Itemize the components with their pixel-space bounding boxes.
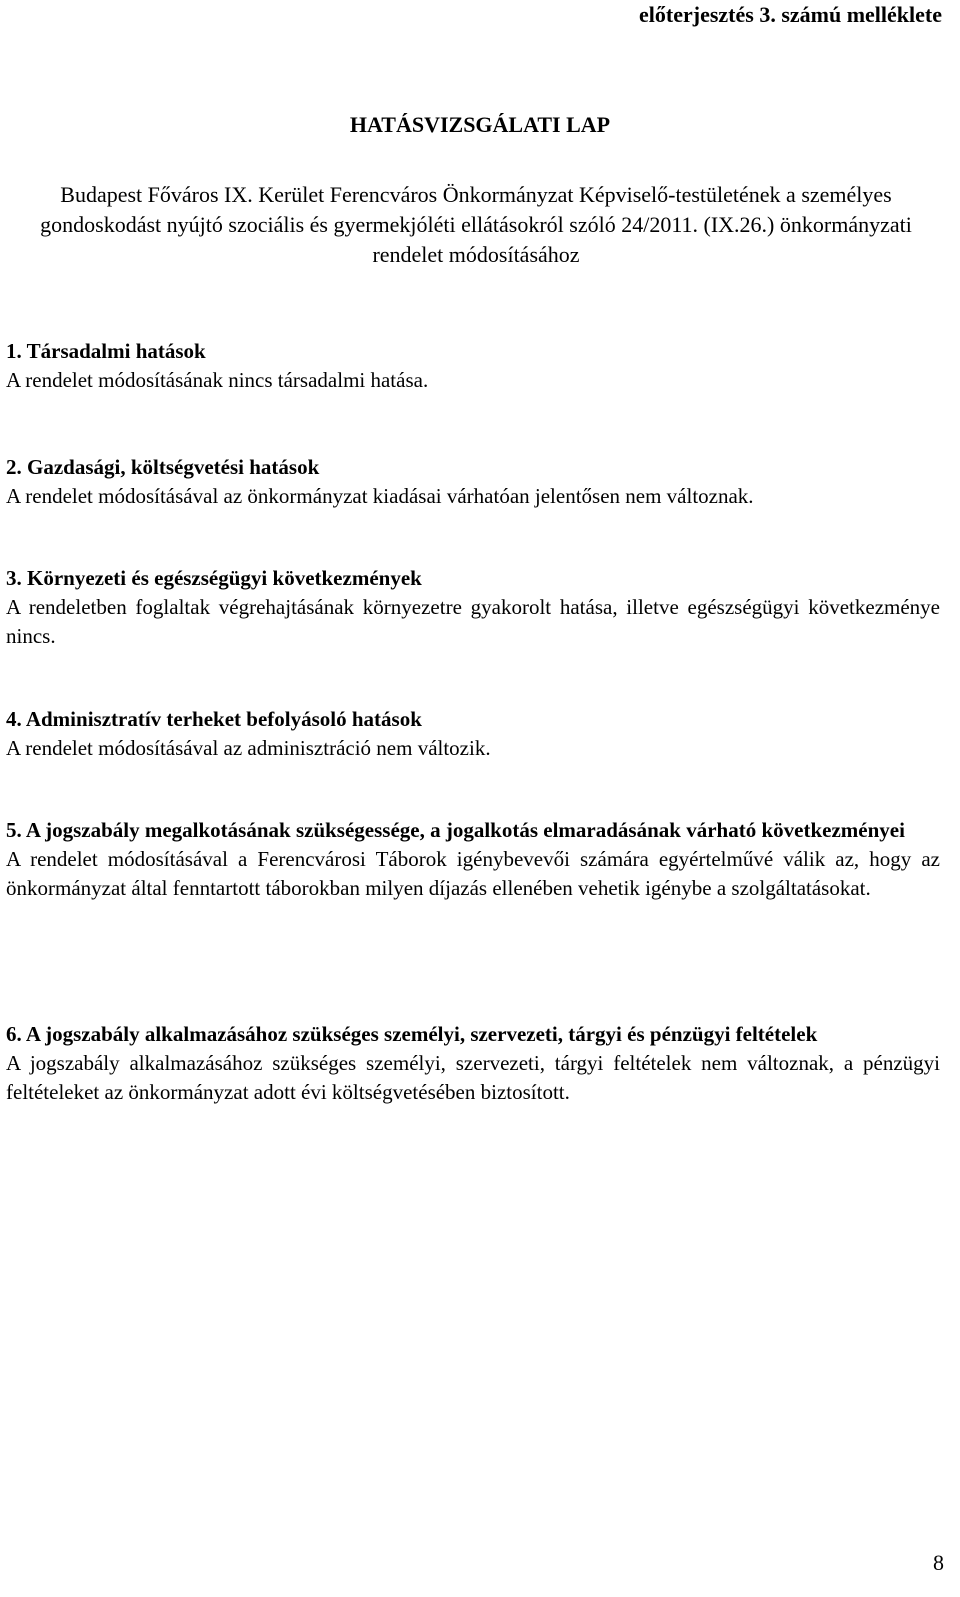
- section-heading: 5. A jogszabály megalkotásának szükségessége, a jogalkotás elmaradásának várható következményei: [6, 818, 905, 842]
- annex-label: előterjesztés 3. számú melléklete: [639, 2, 942, 27]
- section-environmental-health: [6, 564, 940, 651]
- section-heading: 3. Környezeti és egészségügyi következmények: [6, 566, 422, 590]
- section-necessity: [6, 816, 940, 903]
- section-economic-impacts: [6, 453, 940, 511]
- section-body: A jogszabály alkalmazásához szükséges személyi, szervezeti, tárgyi feltételek nem változnak, a pénzügyi feltételeket az önkormányzat adott évi költségvetésében biztosított.: [6, 1051, 940, 1104]
- section-application-conditions: [6, 1020, 940, 1107]
- page-number: 8: [933, 1550, 944, 1575]
- section-body: A rendelet módosításának nincs társadalmi hatása.: [6, 368, 429, 392]
- document-subject: Budapest Főváros IX. Kerület Ferencváros Önkormányzat Képviselő-testületének a személyes gondoskodást nyújtó szociális és gyermekjóléti ellátásokról szóló 24/2011. (IX.26.) önkormányzati rendelet módosításához: [40, 182, 912, 267]
- section-body: A rendelet módosításával az önkormányzat kiadásai várhatóan jelentősen nem változnak.: [6, 484, 754, 508]
- section-body: A rendeletben foglaltak végrehajtásának környezetre gyakorolt hatása, illetve egészségügyi következménye nincs.: [6, 595, 940, 648]
- section-body: A rendelet módosításával az adminisztráció nem változik.: [6, 736, 491, 760]
- section-administrative-burden: [6, 705, 940, 763]
- section-heading: 6. A jogszabály alkalmazásához szükséges személyi, szervezeti, tárgyi és pénzügyi feltételek: [6, 1022, 818, 1046]
- section-heading: 4. Adminisztratív terheket befolyásoló hatások: [6, 707, 422, 731]
- section-body: A rendelet módosításával a Ferencvárosi Táborok igénybevevői számára egyértelművé válik az, hogy az önkormányzat által fenntartott táborokban milyen díjazás ellenében vehetik igénybe a szolgáltatásokat.: [6, 847, 940, 900]
- document-title: HATÁSVIZSGÁLATI LAP: [349, 112, 611, 137]
- section-heading: 2. Gazdasági, költségvetési hatások: [6, 455, 320, 479]
- section-heading: 1. Társadalmi hatások: [6, 339, 206, 363]
- section-social-impacts: [6, 337, 940, 395]
